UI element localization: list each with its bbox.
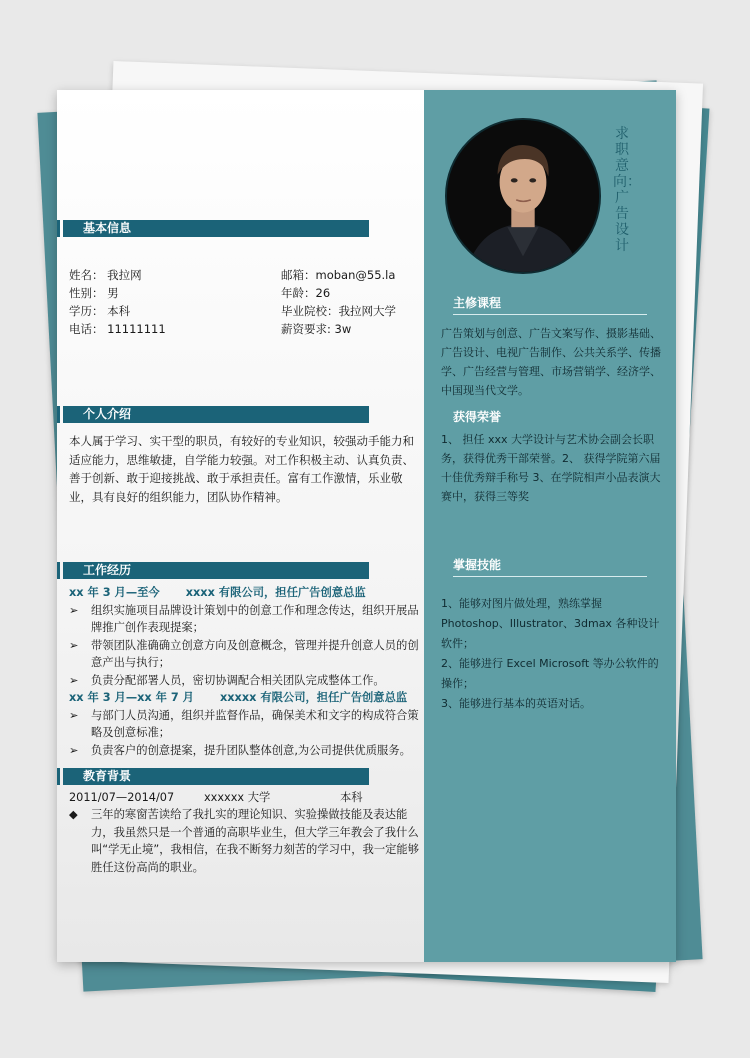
portrait-image — [447, 120, 599, 272]
skills-list — [441, 594, 665, 714]
arrow-icon: ➢ — [69, 673, 79, 687]
list-item: ➢ 组织实施项目品牌设计策划中的创意工作和理念传达，组织开展品牌推广创作表现提案； — [69, 602, 421, 637]
info-salary: 薪资要求: 3w — [281, 322, 352, 336]
work-1-company: xxxx 有限公司，担任广告创意总监 — [185, 586, 366, 599]
section-header-education: 教育背景 — [63, 768, 369, 785]
arrow-icon: ➢ — [69, 638, 79, 652]
list-item: ➢ 与部门人员沟通，组织并监督作品，确保美术和文字的构成符合策略及创意标准； — [69, 707, 421, 742]
edu-school: xxxxxx 大学 — [204, 791, 271, 804]
list-item: ➢ 负责分配部署人员，密切协调配合相关团队完成整体工作。 — [69, 672, 421, 690]
list-item: ➢ 负责客户的创意提案，提升团队整体创意,为公司提供优质服务。 — [69, 742, 421, 760]
edu-degree: 本科 — [340, 791, 363, 804]
edu-period: 2011/07—2014/07 — [69, 791, 175, 804]
honors-text: 1、 担任 xxx 大学设计与艺术协会副会长职务，获得优秀干部荣誉。2、 获得学院第六届十佳优秀辩手称号 3、在学院相声小品表演大赛中，获得三等奖 — [441, 433, 661, 503]
section-header-intro: 个人介绍 — [63, 406, 369, 423]
arrow-icon: ➢ — [69, 603, 79, 617]
section-header-honors: 获得荣誉 — [453, 410, 502, 424]
basic-info — [69, 266, 409, 338]
work-entry-1-header — [69, 584, 421, 602]
info-gender: 性别： 男 — [69, 286, 119, 300]
work-experience — [69, 584, 421, 759]
diamond-icon: ◆ — [69, 808, 78, 821]
info-degree: 学历： 本科 — [69, 304, 131, 318]
work-1-period: xx 年 3 月—至今 — [69, 586, 160, 599]
resume-page — [57, 90, 676, 962]
arrow-icon: ➢ — [69, 708, 79, 722]
intro-text: 本人属于学习、实干型的职员，有较好的专业知识，较强动手能力和适应能力，思维敏捷，自学能力较强。对工作积极主动、认真负责、善于创新、敢于迎接挑战、敢于承担责任。富有工作激情，乐业敬业，具有良好的组织能力，团队协作精神。 — [69, 434, 414, 504]
section-header-work: 工作经历 — [63, 562, 369, 579]
list-item: ➢ 带领团队准确确立创意方向及创意概念，管理并提升创意人员的创意产出与执行； — [69, 637, 421, 672]
work-entry-2-header — [69, 689, 421, 707]
section-header-courses: 主修课程 — [453, 294, 647, 315]
list-item: 3、能够进行基本的英语对话。 — [441, 697, 591, 710]
courses-text: 广告策划与创意、广告文案写作、摄影基础、广告设计、电视广告制作、公共关系学、传播学、广告经营与管理、市场营销学、经济学、中国现当代文学。 — [441, 327, 661, 397]
list-item: 2、能够进行 Excel Microsoft 等办公软件的操作； — [441, 657, 659, 690]
info-school: 毕业院校：我拉网大学 — [281, 304, 396, 318]
list-item: ◆ 三年的寒窗苦读给了我扎实的理论知识、实验操做技能及表达能力，我虽然只是一个普通的高职毕业生，但大学三年教会了我什么叫“学无止境”，我相信，在我不断努力刻苦的学习中，我一定能够胜任这份高尚的职业。 — [69, 806, 421, 876]
profile-photo — [445, 118, 601, 274]
work-2-company: xxxxx 有限公司，担任广告创意总监 — [219, 691, 408, 704]
work-2-period: xx 年 3 月—xx 年 7 月 — [69, 691, 194, 704]
info-name: 姓名： 我拉网 — [69, 268, 142, 282]
info-phone: 电话： 11111111 — [69, 322, 166, 336]
education-block — [69, 789, 421, 876]
arrow-icon: ➢ — [69, 743, 79, 757]
section-header-skills: 掌握技能 — [453, 556, 647, 577]
education-row — [69, 789, 421, 806]
job-intent: 求职意向：广告设计 — [613, 126, 641, 254]
info-email: 邮箱：moban@55.la — [281, 268, 396, 282]
list-item: 1、能够对图片做处理，熟练掌握 Photoshop、Illustrator、3dmax 各种设计软件； — [441, 597, 660, 650]
section-header-basic: 基本信息 — [63, 220, 369, 237]
info-age: 年龄：26 — [281, 286, 331, 300]
